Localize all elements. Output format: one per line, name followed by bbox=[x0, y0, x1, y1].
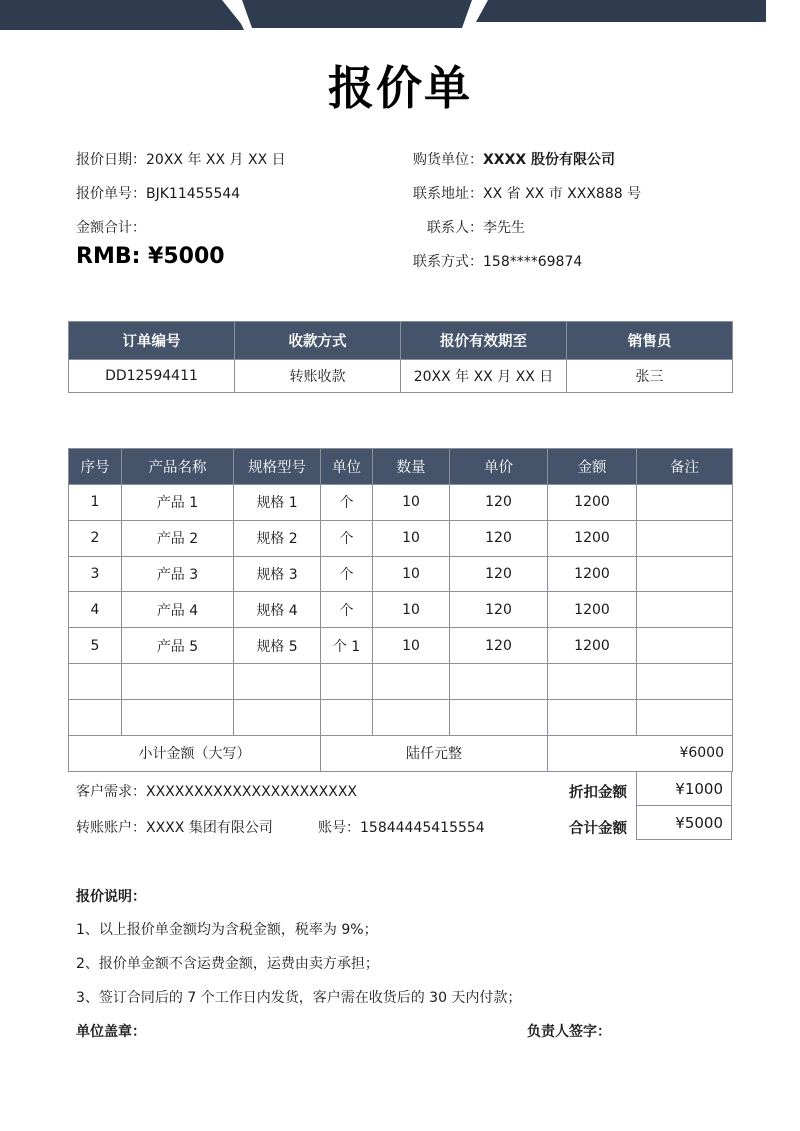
order-header-cell: 订单编号 bbox=[69, 322, 235, 360]
buyer-contact-label: 联系人： bbox=[427, 220, 483, 236]
table-cell bbox=[637, 699, 733, 735]
table-row bbox=[69, 592, 733, 628]
items-header-cell: 规格型号 bbox=[234, 449, 321, 485]
table-cell: 产品 2 bbox=[122, 520, 234, 556]
table-cell bbox=[234, 663, 321, 699]
table-cell: 产品 5 bbox=[122, 628, 234, 664]
table-cell: 1200 bbox=[548, 592, 637, 628]
table-cell: 个 1 bbox=[321, 628, 373, 664]
table-cell: 产品 1 bbox=[122, 485, 234, 521]
table-cell bbox=[637, 663, 733, 699]
order-cell: 张三 bbox=[567, 360, 733, 393]
buyer-contact bbox=[427, 218, 525, 238]
signature-label: 负责人签字： bbox=[527, 1024, 611, 1040]
buyer-address bbox=[413, 184, 641, 204]
table-cell: 规格 3 bbox=[234, 556, 321, 592]
discount-value: ¥1000 bbox=[636, 771, 732, 806]
buyer-company-value: XXXX 股份有限公司 bbox=[483, 152, 616, 168]
account-label: 转账账户： bbox=[76, 820, 146, 836]
table-cell: 规格 5 bbox=[234, 628, 321, 664]
quote-number-value: BJK11455544 bbox=[146, 186, 241, 202]
total-amount-value: RMB: ¥5000 bbox=[76, 244, 225, 269]
table-cell bbox=[548, 699, 637, 735]
items-table-body bbox=[69, 485, 733, 736]
items-header-cell: 数量 bbox=[373, 449, 450, 485]
table-cell bbox=[637, 485, 733, 521]
buyer-address-label: 联系地址： bbox=[413, 186, 483, 202]
grand-total-label: 合计金额 bbox=[569, 821, 627, 837]
table-cell: 120 bbox=[450, 485, 548, 521]
account-number-label: 账号： bbox=[318, 820, 360, 836]
table-cell: 1200 bbox=[548, 485, 637, 521]
table-cell bbox=[637, 628, 733, 664]
table-cell: 10 bbox=[373, 520, 450, 556]
table-cell: 1 bbox=[69, 485, 122, 521]
items-table-header bbox=[69, 449, 733, 485]
order-table bbox=[68, 321, 733, 393]
table-cell: 120 bbox=[450, 592, 548, 628]
items-header-cell: 序号 bbox=[69, 449, 122, 485]
table-cell bbox=[373, 699, 450, 735]
table-cell: 10 bbox=[373, 556, 450, 592]
order-header-cell: 报价有效期至 bbox=[401, 322, 567, 360]
table-cell: 120 bbox=[450, 520, 548, 556]
table-cell: 规格 1 bbox=[234, 485, 321, 521]
buyer-company bbox=[413, 150, 615, 170]
order-cell: 20XX 年 XX 月 XX 日 bbox=[401, 360, 567, 393]
items-header-cell: 产品名称 bbox=[122, 449, 234, 485]
table-cell: 规格 4 bbox=[234, 592, 321, 628]
account-value: XXXX 集团有限公司 bbox=[146, 820, 273, 836]
subtotal-label: 小计金额（大写） bbox=[69, 735, 321, 771]
quote-date-label: 报价日期： bbox=[76, 152, 146, 168]
account-number-value: 15844445415554 bbox=[360, 820, 485, 836]
table-cell: 120 bbox=[450, 628, 548, 664]
table-cell bbox=[122, 663, 234, 699]
items-header-cell: 备注 bbox=[637, 449, 733, 485]
buyer-contact-value: 李先生 bbox=[483, 220, 525, 236]
table-cell bbox=[373, 663, 450, 699]
table-cell bbox=[69, 699, 122, 735]
note-item: 1、以上报价单金额均为含税金额，税率为 9%； bbox=[76, 922, 378, 938]
subtotal-value: ¥6000 bbox=[548, 735, 733, 771]
table-cell bbox=[69, 663, 122, 699]
note-item: 3、签订合同后的 7 个工作日内发货，客户需在收货后的 30 天内付款； bbox=[76, 990, 522, 1006]
table-cell: 5 bbox=[69, 628, 122, 664]
order-table-row bbox=[69, 360, 733, 393]
order-header-cell: 收款方式 bbox=[235, 322, 401, 360]
table-row bbox=[69, 663, 733, 699]
table-cell: 个 bbox=[321, 485, 373, 521]
items-table bbox=[68, 448, 733, 772]
buyer-phone-value: 158****69874 bbox=[483, 254, 583, 270]
subtotal-row bbox=[69, 735, 733, 771]
table-cell: 10 bbox=[373, 628, 450, 664]
table-cell bbox=[321, 663, 373, 699]
order-cell: DD12594411 bbox=[69, 360, 235, 393]
table-cell bbox=[637, 556, 733, 592]
table-row bbox=[69, 556, 733, 592]
seal-label: 单位盖章： bbox=[76, 1024, 146, 1040]
notes-heading: 报价说明： bbox=[76, 889, 146, 905]
grand-total-value: ¥5000 bbox=[636, 805, 732, 840]
table-cell: 产品 3 bbox=[122, 556, 234, 592]
table-row bbox=[69, 699, 733, 735]
account-number bbox=[318, 817, 485, 837]
table-cell: 规格 2 bbox=[234, 520, 321, 556]
table-cell bbox=[637, 592, 733, 628]
table-cell bbox=[450, 663, 548, 699]
table-cell bbox=[122, 699, 234, 735]
items-header-cell: 单价 bbox=[450, 449, 548, 485]
buyer-phone bbox=[413, 252, 582, 272]
page-title: 报价单 bbox=[328, 61, 472, 115]
items-header-cell: 单位 bbox=[321, 449, 373, 485]
table-cell: 10 bbox=[373, 485, 450, 521]
requirement-value: XXXXXXXXXXXXXXXXXXXXXX bbox=[146, 784, 357, 800]
table-cell: 2 bbox=[69, 520, 122, 556]
buyer-company-label: 购货单位： bbox=[413, 152, 483, 168]
note-item: 2、报价单金额不含运费金额，运费由卖方承担； bbox=[76, 956, 379, 972]
table-cell: 4 bbox=[69, 592, 122, 628]
table-cell: 10 bbox=[373, 592, 450, 628]
requirement-label: 客户需求： bbox=[76, 784, 146, 800]
discount-label: 折扣金额 bbox=[569, 785, 627, 801]
top-decorative-band bbox=[0, 0, 800, 30]
quote-date bbox=[76, 150, 286, 170]
table-cell: 个 bbox=[321, 556, 373, 592]
total-amount-label: 金额合计： bbox=[76, 220, 146, 236]
table-cell: 1200 bbox=[548, 556, 637, 592]
table-cell bbox=[450, 699, 548, 735]
table-cell: 产品 4 bbox=[122, 592, 234, 628]
table-cell bbox=[234, 699, 321, 735]
quote-date-value: 20XX 年 XX 月 XX 日 bbox=[146, 152, 286, 168]
quote-number-label: 报价单号： bbox=[76, 186, 146, 202]
subtotal-words: 陆仟元整 bbox=[321, 735, 548, 771]
order-cell: 转账收款 bbox=[235, 360, 401, 393]
buyer-phone-label: 联系方式： bbox=[413, 254, 483, 270]
table-cell: 3 bbox=[69, 556, 122, 592]
table-row bbox=[69, 485, 733, 521]
customer-requirement bbox=[76, 781, 357, 801]
buyer-address-value: XX 省 XX 市 XXX888 号 bbox=[483, 186, 642, 202]
table-cell: 个 bbox=[321, 520, 373, 556]
table-cell bbox=[637, 520, 733, 556]
table-cell: 1200 bbox=[548, 520, 637, 556]
transfer-account bbox=[76, 817, 273, 837]
table-cell: 个 bbox=[321, 592, 373, 628]
order-table-header bbox=[69, 322, 733, 360]
order-header-cell: 销售员 bbox=[567, 322, 733, 360]
quote-number bbox=[76, 184, 240, 204]
table-cell: 1200 bbox=[548, 628, 637, 664]
items-header-cell: 金额 bbox=[548, 449, 637, 485]
table-cell bbox=[548, 663, 637, 699]
table-row bbox=[69, 520, 733, 556]
table-cell bbox=[321, 699, 373, 735]
table-row bbox=[69, 628, 733, 664]
table-cell: 120 bbox=[450, 556, 548, 592]
